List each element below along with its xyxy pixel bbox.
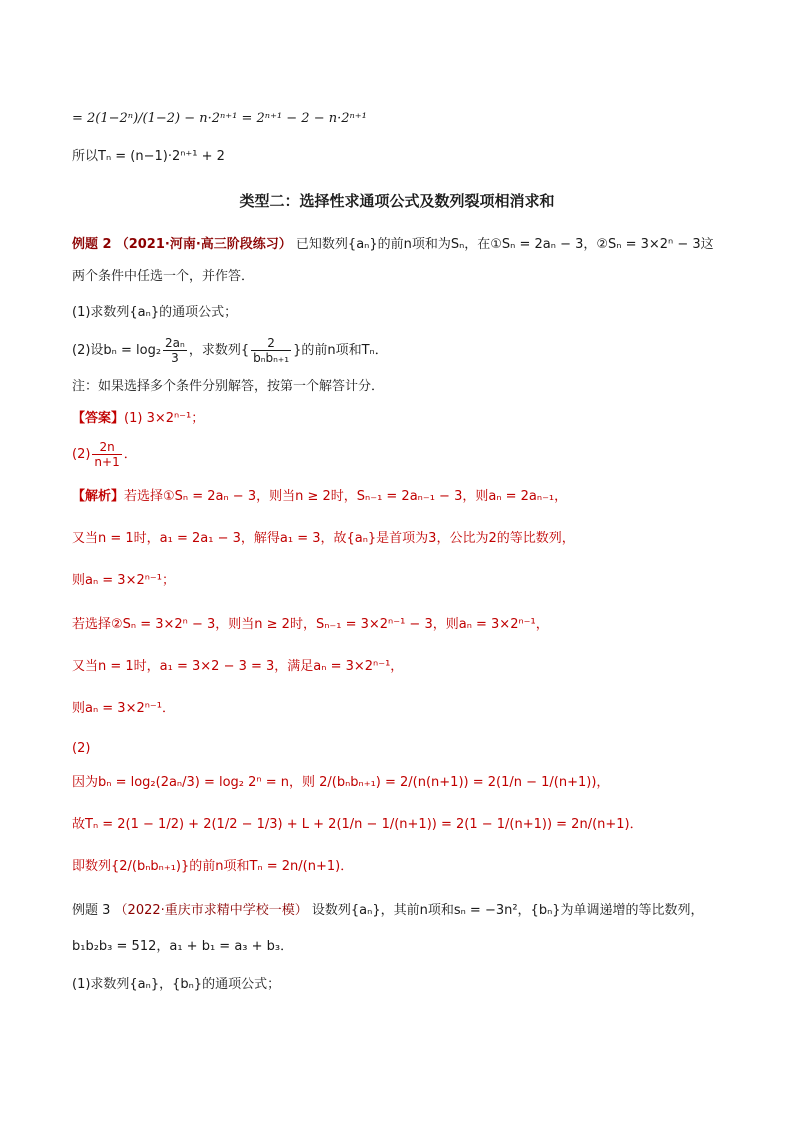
- q2-fraction-2: [251, 336, 291, 365]
- analysis-line-2: 又当n = 1时，a₁ = 2a₁ − 3，解得a₁ = 3，故{aₙ}是首项为3，公比为2的等比数列，: [72, 531, 575, 546]
- example3-question-1: (1)求数列{aₙ}，{bₙ}的通项公式；: [72, 977, 281, 992]
- answer-2-fraction: [92, 440, 121, 469]
- example2-question-1: (1)求数列{aₙ}的通项公式；: [72, 305, 238, 320]
- analysis-text-1: 若选择①Sₙ = 2aₙ − 3，则当n ≥ 2时，Sₙ₋₁ = 2aₙ₋₁ − 3，则aₙ = 2aₙ₋₁，: [124, 489, 568, 504]
- example2-source: （2021·河南·高三阶段练习）: [115, 237, 292, 252]
- q2-fraction-2-numerator: 2: [251, 336, 291, 351]
- example2-stem-text: 已知数列{aₙ}的前n项和为Sₙ，在①Sₙ = 2aₙ − 3，②Sₙ = 3×2ⁿ − 3这: [295, 237, 714, 252]
- answer-2-prefix: (2): [72, 447, 91, 462]
- analysis-line-3: 则aₙ = 3×2ⁿ⁻¹；: [72, 573, 175, 588]
- part2-line-3: 即数列{2/(bₙbₙ₊₁)}的前n项和Tₙ = 2n/(n+1)．: [72, 859, 354, 874]
- analysis-line-1: [72, 488, 567, 506]
- example3-label: 例题 3: [72, 903, 111, 918]
- example2-stem-line-1: [72, 236, 714, 254]
- example2-question-2: [72, 336, 388, 365]
- analysis-line-5: 又当n = 1时，a₁ = 3×2 − 3 = 3，满足aₙ = 3×2ⁿ⁻¹，: [72, 659, 404, 674]
- example3-stem-text: 设数列{aₙ}，其前n项和sₙ = −3n²，{bₙ}为单调递增的等比数列，: [311, 903, 704, 918]
- q2-fraction: [163, 336, 187, 365]
- derivation-line-2: 所以Tₙ = (n−1)·2ⁿ⁺¹ + 2: [72, 149, 225, 164]
- q2-suffix: }的前n项和Tₙ．: [293, 343, 388, 358]
- answer-label: 【答案】: [72, 411, 125, 426]
- example2-stem-line-2: 两个条件中任选一个，并作答．: [72, 269, 255, 284]
- example2-note: 注：如果选择多个条件分别解答，按第一个解答计分．: [72, 379, 385, 394]
- answer-2-suffix: ．: [123, 447, 137, 462]
- q2-fraction-numerator: 2aₙ: [165, 336, 185, 350]
- part2-line-2: 故Tₙ = 2(1 − 1/2) + 2(1/2 − 1/3) + L + 2(1/n − 1/(n+1)) = 2(1 − 1/(n+1)) = 2n/(n+1)．: [72, 817, 643, 832]
- q2-fraction-2-denominator: bₙbₙ₊₁: [253, 351, 290, 365]
- q2-prefix: (2)设bₙ = log₂: [72, 343, 162, 358]
- answer-1: (1) 3×2ⁿ⁻¹；: [124, 411, 205, 426]
- q2-fraction-denominator: 3: [171, 351, 179, 365]
- example2-label: 例题 2: [72, 237, 112, 252]
- answer-2-numerator: 2n: [92, 440, 121, 455]
- answer-line-2: [72, 440, 137, 469]
- example3-stem-line-1: [72, 902, 704, 920]
- analysis-line-6: 则aₙ = 3×2ⁿ⁻¹．: [72, 701, 175, 716]
- analysis-label: 【解析】: [72, 489, 125, 504]
- example3-stem-line-2: b₁b₂b₃ = 512，a₁ + b₁ = a₃ + b₃．: [72, 939, 294, 954]
- q2-middle: ，求数列{: [188, 343, 250, 358]
- section-title: 类型二：选择性求通项公式及数列裂项相消求和: [239, 192, 555, 210]
- answer-2-denominator: n+1: [94, 455, 120, 469]
- answer-line-1: [72, 410, 204, 428]
- part2-line-1: 因为bₙ = log₂(2aₙ/3) = log₂ 2ⁿ = n，则 2/(bₙbₙ₊₁) = 2/(n(n+1)) = 2(1/n − 1/(n+1))，: [72, 775, 610, 790]
- part2-label: (2): [72, 741, 91, 756]
- analysis-line-4: 若选择②Sₙ = 3×2ⁿ − 3，则当n ≥ 2时，Sₙ₋₁ = 3×2ⁿ⁻¹ − 3，则aₙ = 3×2ⁿ⁻¹，: [72, 617, 549, 632]
- derivation-line-1: = 2(1−2ⁿ)/(1−2) − n·2ⁿ⁺¹ = 2ⁿ⁺¹ − 2 − n·2ⁿ⁺¹: [72, 111, 367, 126]
- example3-source: （2022·重庆市求精中学校一模）: [114, 903, 308, 918]
